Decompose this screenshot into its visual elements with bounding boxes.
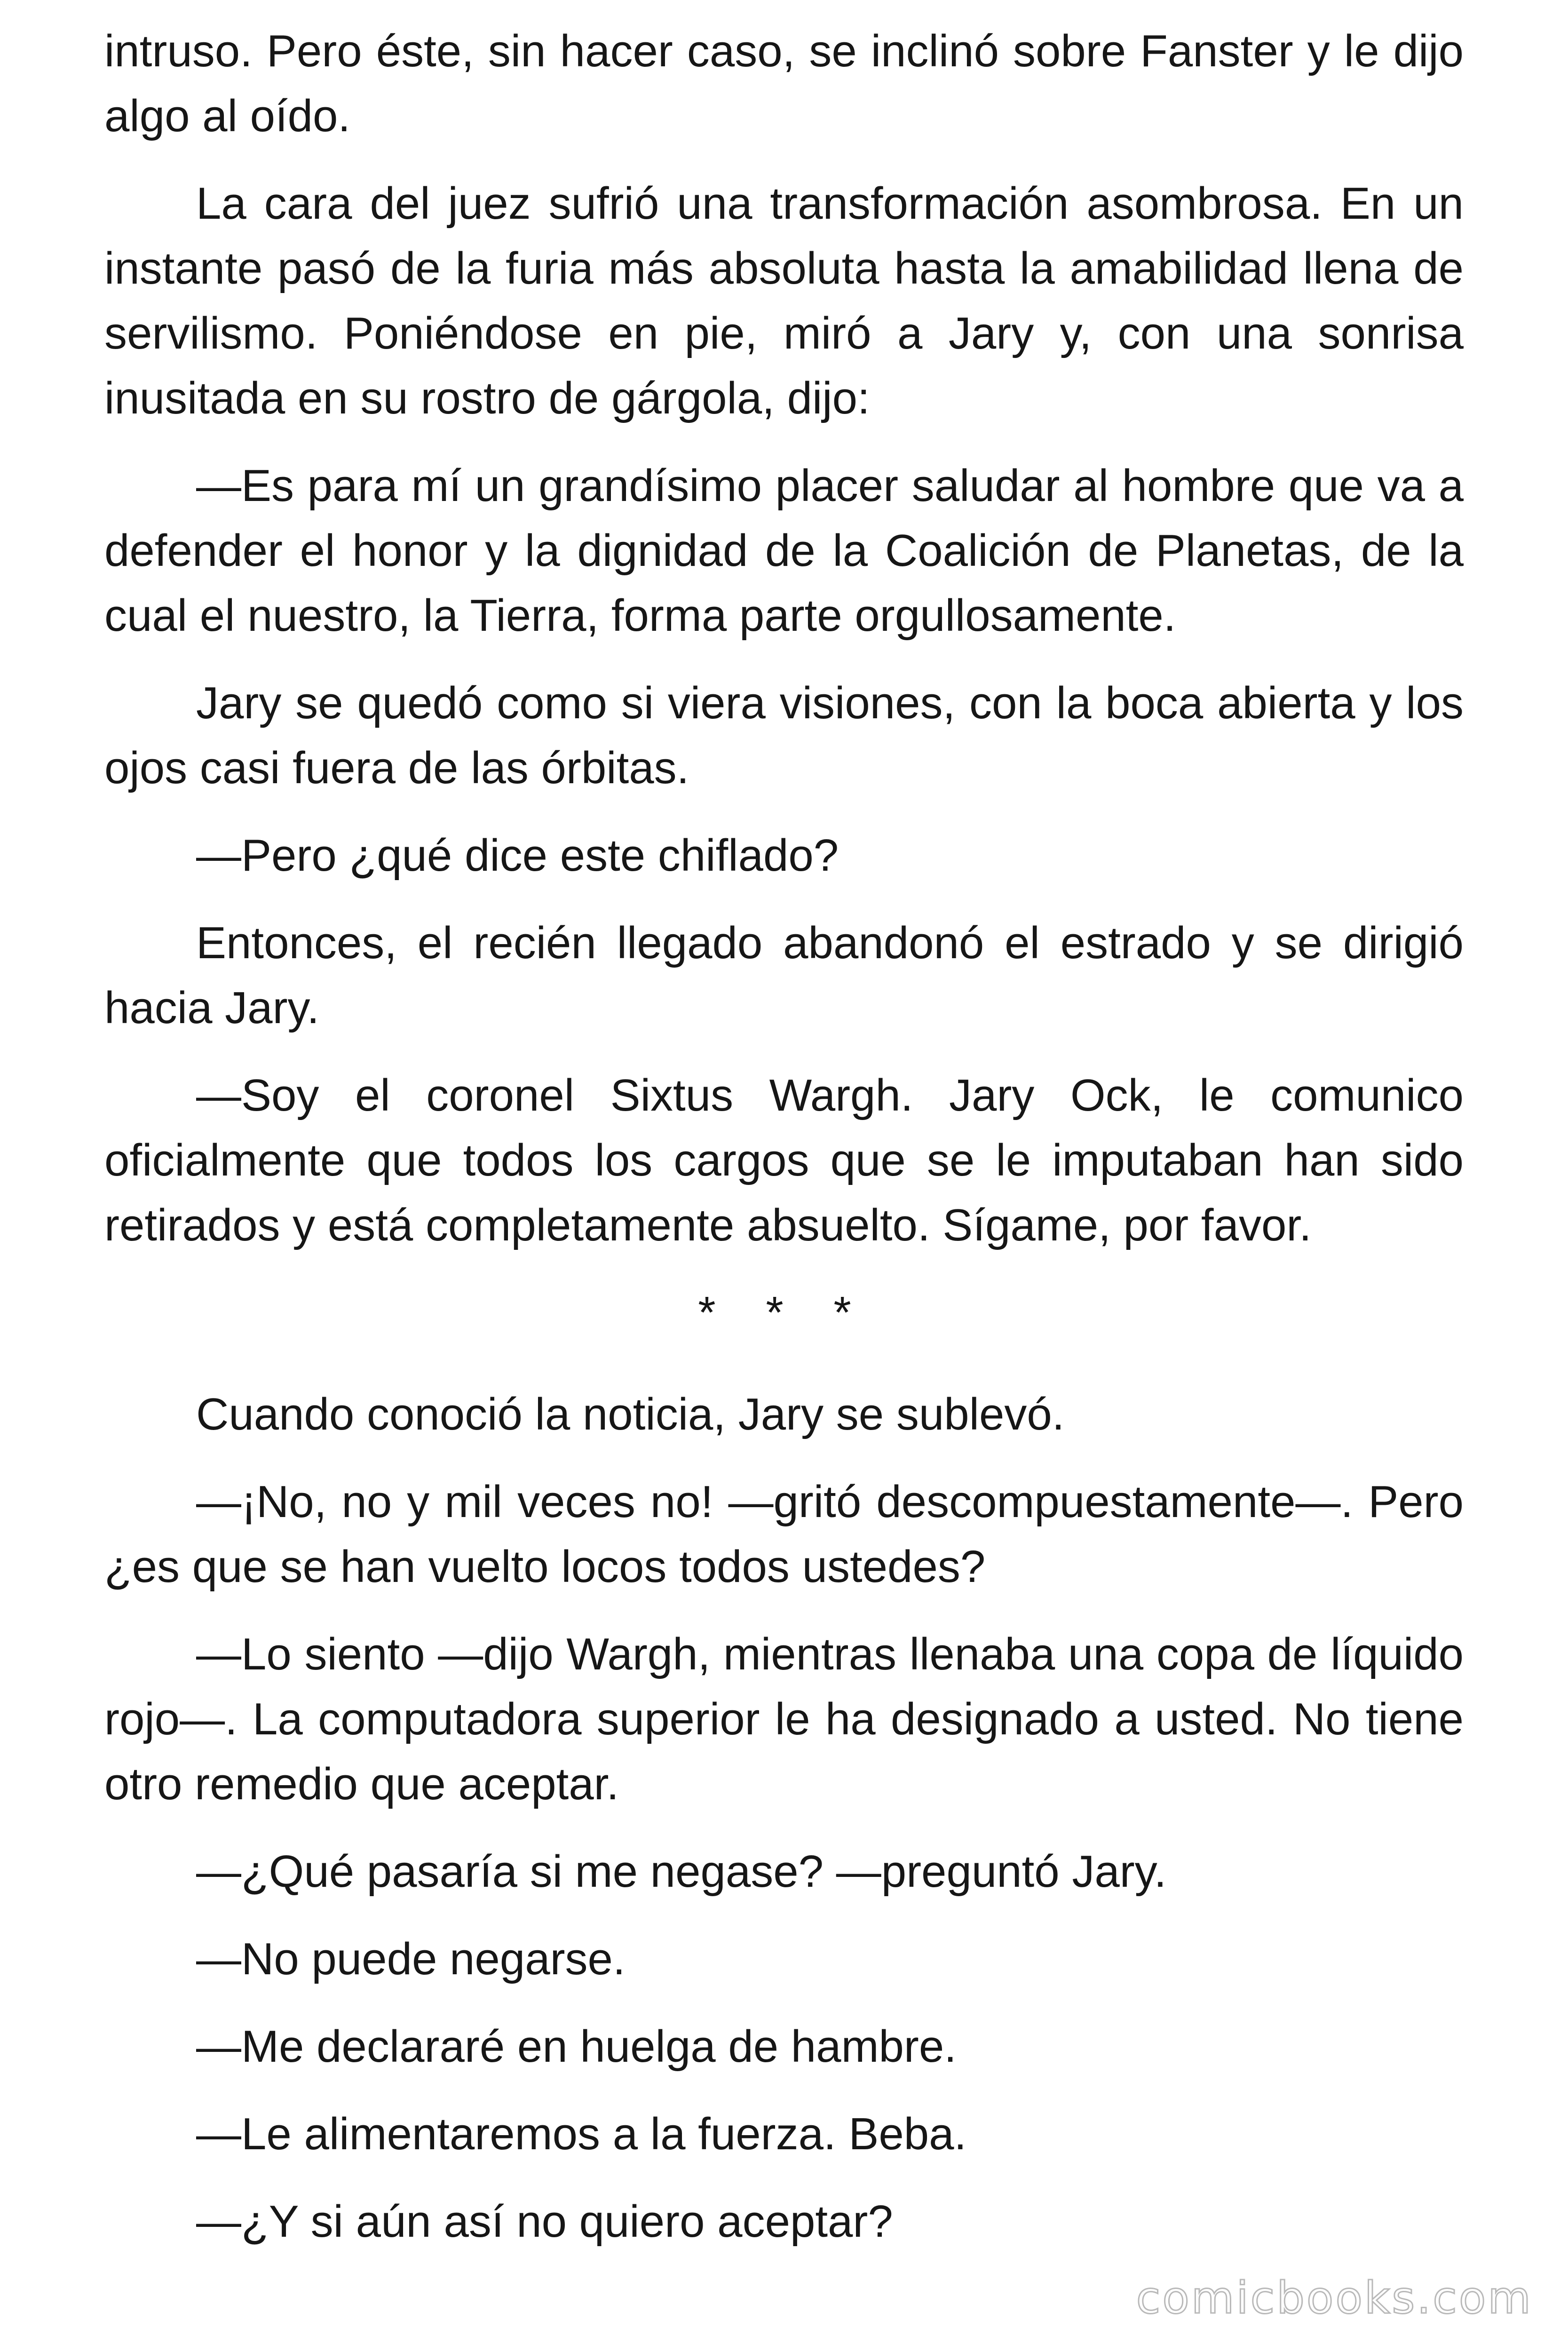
- paragraph: —Es para mí un grandísimo placer saludar al hombre que va a defender el honor y la dignidad de la Coalición de Planetas, de la cual el nuestro, la Tierra, forma parte orgullosamente.: [104, 461, 1464, 641]
- paragraph: La cara del juez sufrió una transformación asombrosa. En un instante pasó de la furia más absoluta hasta la amabilidad llena de servilismo. Poniéndose en pie, miró a Jary y, con una sonrisa inusitada en su rostro de gárgola, dijo:: [104, 178, 1464, 423]
- paragraph: —No puede negarse.: [196, 1934, 626, 1984]
- paragraph: —¿Y si aún así no quiero aceptar?: [196, 2196, 893, 2247]
- paragraph: —Soy el coronel Sixtus Wargh. Jary Ock, le comunico oficialmente que todos los cargos que se le imputaban han sido retirados y está completamente absuelto. Sígame, por favor.: [104, 1070, 1464, 1250]
- paragraph: —Lo siento —dijo Wargh, mientras llenaba una copa de líquido rojo—. La computadora superior le ha designado a usted. No tiene otro remedio que aceptar.: [104, 1629, 1464, 1809]
- paragraph: —¿Qué pasaría si me negase? —preguntó Jary.: [196, 1846, 1167, 1897]
- paragraph: intruso. Pero éste, sin hacer caso, se inclinó sobre Fanster y le dijo algo al oído.: [104, 26, 1464, 141]
- paragraph: —Pero ¿qué dice este chiflado?: [196, 830, 839, 881]
- paragraph: —¡No, no y mil veces no! —gritó descompuestamente—. Pero ¿es que se han vuelto locos todos ustedes?: [104, 1477, 1464, 1592]
- paragraph: Entonces, el recién llegado abandonó el estrado y se dirigió hacia Jary.: [104, 918, 1464, 1033]
- watermark: comicbooks.com: [1136, 2273, 1533, 2324]
- paragraph: —Le alimentaremos a la fuerza. Beba.: [196, 2109, 967, 2159]
- book-page: [104, 19, 1464, 2277]
- scene-separator: * * *: [698, 1287, 870, 1338]
- paragraph: Jary se quedó como si viera visiones, con la boca abierta y los ojos casi fuera de las órbitas.: [104, 678, 1464, 793]
- paragraph: Cuando conoció la noticia, Jary se sublevó.: [196, 1389, 1065, 1439]
- paragraph: —Me declararé en huelga de hambre.: [196, 2021, 957, 2072]
